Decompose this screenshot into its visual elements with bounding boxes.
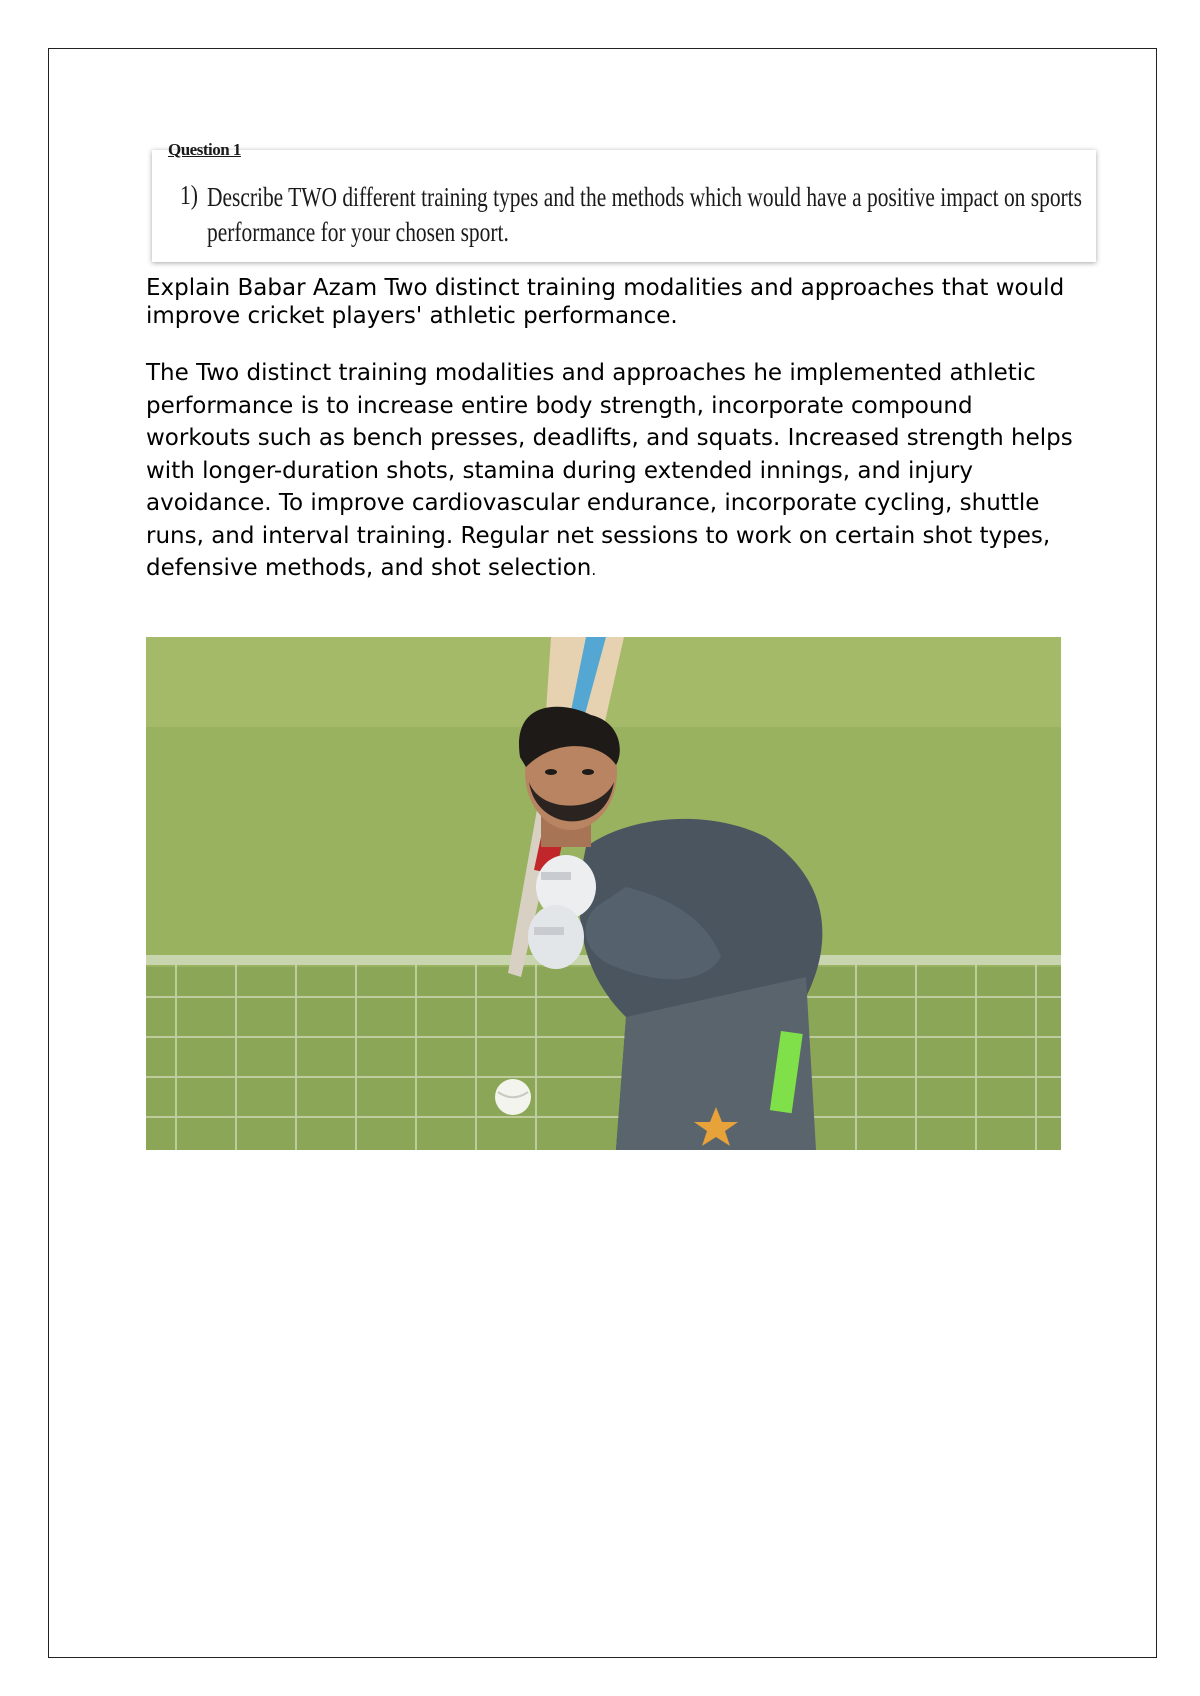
body-paragraph: [146, 357, 1076, 587]
question-number: 1): [180, 180, 198, 210]
cricket-player-photo: [146, 637, 1061, 1150]
grass-foreground: [146, 967, 1061, 1150]
paragraph-period: .: [591, 561, 597, 579]
heading: Explain Babar Azam Two distinct training modalities and approaches that would improve cricket players' athletic performance.: [146, 275, 1065, 329]
photo-illustration: [146, 637, 1061, 1150]
question-cut-header: Question 1: [168, 140, 241, 159]
question-screenshot: [152, 140, 1096, 262]
paragraph-text: The Two distinct training modalities and approaches he implemented athletic performance is to increase entire body strength, incorporate compound workouts such as bench presses, deadlifts, and squats. Increased strength helps with longer-duration shots, stamina during extended innings, and injury avoidance. To improve cardiovascular endurance, incorporate cycling, shuttle runs, and interval training. Regular net sessions to work on certain shot types, defensive methods, and shot selection: [146, 360, 1073, 581]
right-eye: [582, 769, 594, 775]
question-text: Describe TWO different training types and the methods which would have a positive impact on sports performance for your chosen sport.: [207, 182, 1082, 247]
left-eye: [545, 769, 557, 775]
